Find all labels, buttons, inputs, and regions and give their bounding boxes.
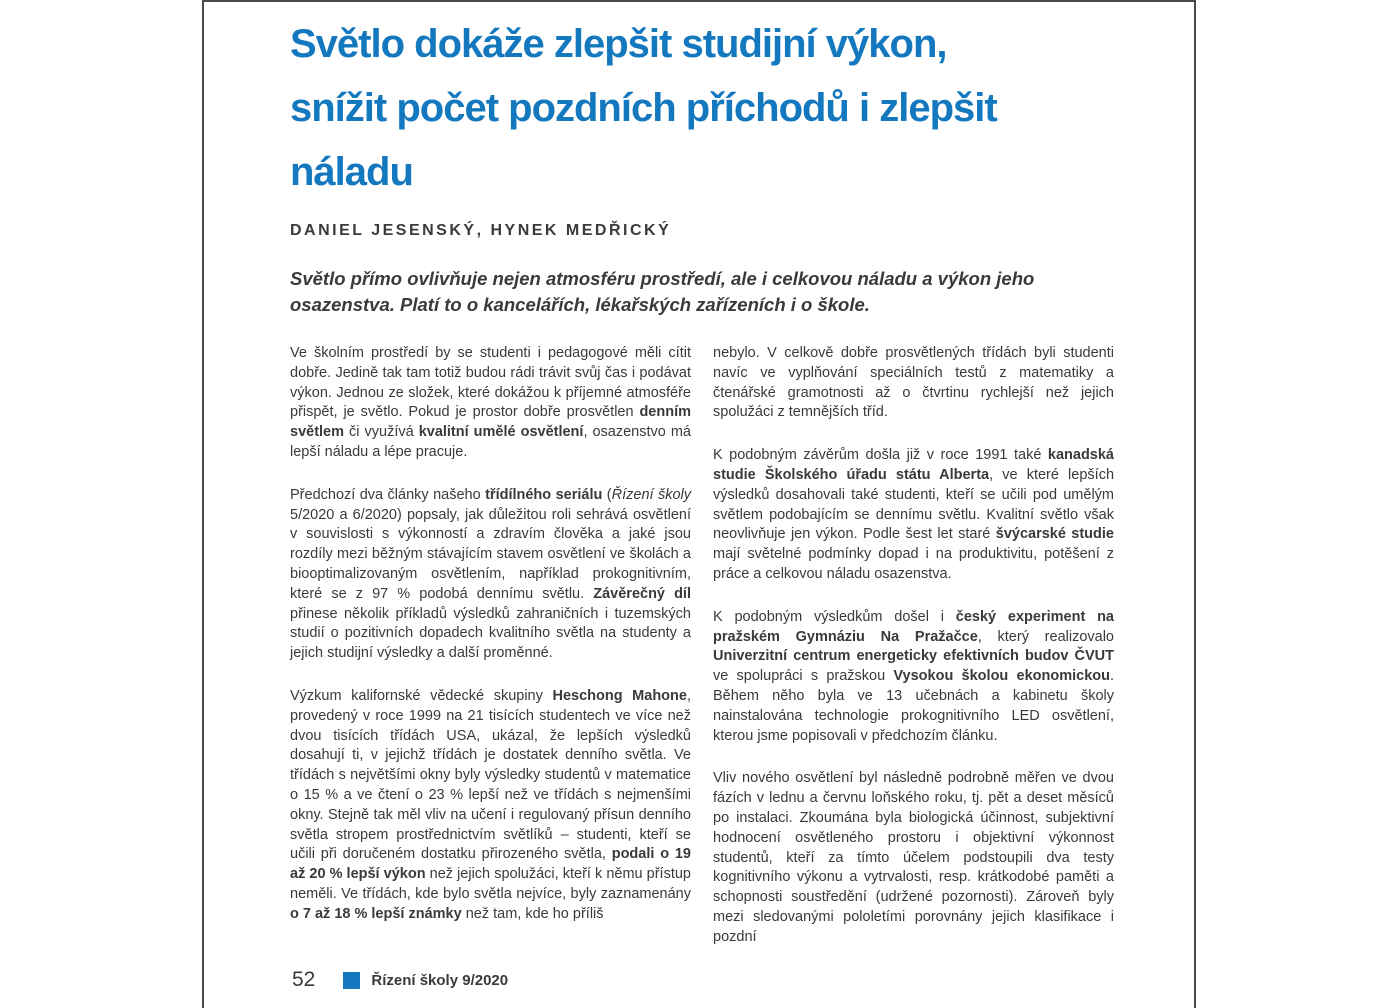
text-run: Ve školním prostředí by se studenti i pedagogové měli cítit dobře. Jedině tak tam totiž budou rádi trávit svůj čas i podávat výkon. Jednou ze složek, které dokážou k příjemné atmosféře přispět, je světlo. Pokud je prostor dobře prosvětlen	[290, 345, 691, 421]
authors-line: DANIEL JESENSKÝ, HYNEK MEDŘICKÝ	[290, 222, 672, 239]
text-run: přinese několik příkladů výsledků zahraničních i tuzemských studií o pozitivních dopadech kvalitního světla na studenty a jejich studijní výsledky a další proměnné.	[290, 605, 691, 662]
body-column-left	[290, 344, 691, 948]
text-run: Univerzitní centrum energeticky efektivních budov ČVUT	[713, 648, 1114, 665]
body-paragraph	[290, 344, 691, 463]
journal-title: Řízení školy 9/2020	[371, 971, 509, 989]
text-run: , osazenstvo má lepší náladu a lépe pracuje.	[290, 424, 691, 460]
body-paragraph	[713, 608, 1114, 747]
text-run: Závěrečný díl	[593, 585, 691, 602]
text-run: Vliv nového osvětlení byl následně podrobně měřen ve dvou fázích v lednu a červnu loňského roku, tj. pět a deset měsíců po instalaci. Zkoumána byla biologická účinnost, subjektivní hodnocení osvětleného prostoru i objektivní výkonnost studentů, kteří za tímto účelem podstoupili dva testy kognitivního výkonu a vytrvalosti, resp. krátkodobé paměti a schopnosti soustředění (udržené pozornosti). Zároveň byly mezi sledovanými pololetími porovnány jejich klasifikace i pozdní	[713, 770, 1114, 945]
title-line: náladu	[290, 150, 413, 194]
text-run: K podobným závěrům došla již v roce 1991 také	[713, 447, 1048, 464]
text-run: podali o 19 až 20 % lepší výkon	[290, 846, 691, 883]
text-run: Vysokou školou ekonomickou	[893, 668, 1110, 685]
lead-paragraph: Světlo přímo ovlivňuje nejen atmosféru prostředí, ale i celkovou náladu a výkon jeho osazenstva. Platí to o kancelářích, lékařských zařízeních i o škole.	[290, 268, 1035, 315]
body-column-right	[713, 344, 1114, 948]
text-run: než tam, kde ho příliš	[461, 905, 604, 922]
text-run: Řízení školy	[611, 486, 692, 503]
body-paragraph	[290, 687, 691, 925]
text-run: denním světlem	[290, 404, 691, 441]
footer-square-icon	[343, 972, 360, 989]
page-number: 52	[292, 968, 316, 991]
text-run: Heschong Mahone	[552, 687, 687, 704]
title-line: snížit počet pozdních příchodů i zlepšit	[290, 86, 997, 130]
article-body	[290, 344, 1114, 948]
article-title	[290, 12, 1114, 204]
text-run: kvalitní umělé osvětlení	[418, 424, 584, 441]
text-run: , provedený v roce 1999 na 21 tisících studentech ve více než dvou tisících třídách USA, ukázal, že lepších výsledků dosahují ti, v jejichž třídách je dostatek denního světla. Ve třídách s největšími okny byly výsledky studentů v matematice o 15 % a ve čtení o 23 % lepší než ve třídách s nejmenšími okny. Stejně tak měl vliv na učení i regulovaný přísun denního světla stropem prostřednictvím světlíků – studenti, kteří se učili při doručeném dostatku přirozeného světla,	[290, 687, 691, 863]
text-run: než jejich spolužáci, kteří k němu přístup neměli. Ve třídách, kde bylo světla nejvíce, byly zaznamenány	[290, 866, 691, 902]
text-run: , ve které lepších výsledků dosahovali také studenti, kteří se učili pod umělým světlem podobajícím se dennímu světlu. Kvalitní světlo však neovlivňuje jen výkon. Podle šest let staré	[713, 466, 1115, 543]
text-run: Předchozí dva články našeho	[290, 486, 486, 503]
text-run: K podobným výsledkům došel i	[713, 608, 956, 625]
text-run: ve spolupráci s pražskou	[713, 668, 894, 685]
text-run: (	[602, 486, 612, 503]
body-paragraph	[713, 769, 1114, 947]
text-run: nebylo. V celkově dobře prosvětlených třídách byli studenti navíc ve vyplňování speciálních testů z matematiky a čtenářské gramotnosti až o čtvrtinu rychlejší než jejich spolužáci z temnějších tříd.	[713, 345, 1114, 421]
text-run: o 7 až 18 % lepší známky	[290, 905, 462, 922]
body-paragraph	[713, 344, 1114, 423]
text-run: kanadská studie Školského úřadu státu Alberta	[713, 447, 1114, 483]
magazine-page	[202, 0, 1196, 1008]
text-run: 5/2020 a 6/2020) popsaly, jak důležitou roli sehrává osvětlení v souvislosti s výkonností a zdravím člověka a jaké jsou rozdíly mezi běžným stávajícím stavem osvětlení ve školách a biooptimalizovaným osvětlením, například prokognitivním, které se z 97 % podobá dennímu světlu.	[290, 506, 691, 602]
text-run: švýcarské studie	[995, 526, 1114, 543]
body-paragraph	[290, 486, 691, 664]
page-footer	[292, 968, 508, 992]
title-line: Světlo dokáže zlepšit studijní výkon,	[290, 22, 947, 66]
text-run: . Během něho byla ve 13 učebnách a kabinetu školy nainstalována technologie prokognitivního LED osvětlení, kterou jsme popisovali v předchozím článku.	[713, 668, 1115, 744]
body-paragraph	[713, 446, 1114, 585]
text-run: třídílného seriálu	[485, 486, 603, 503]
text-run: , který realizovalo	[977, 628, 1114, 645]
text-run: mají světelné podmínky dopad i na produktivitu, potěšení z práce a celkovou náladu osazenstva.	[713, 546, 1114, 582]
text-run: Výzkum kalifornské vědecké skupiny	[290, 687, 553, 704]
text-run: či využívá	[344, 424, 419, 441]
text-run: český experiment na pražském Gymnáziu Na Pražačce	[713, 608, 1114, 645]
page-content	[204, 2, 1194, 948]
